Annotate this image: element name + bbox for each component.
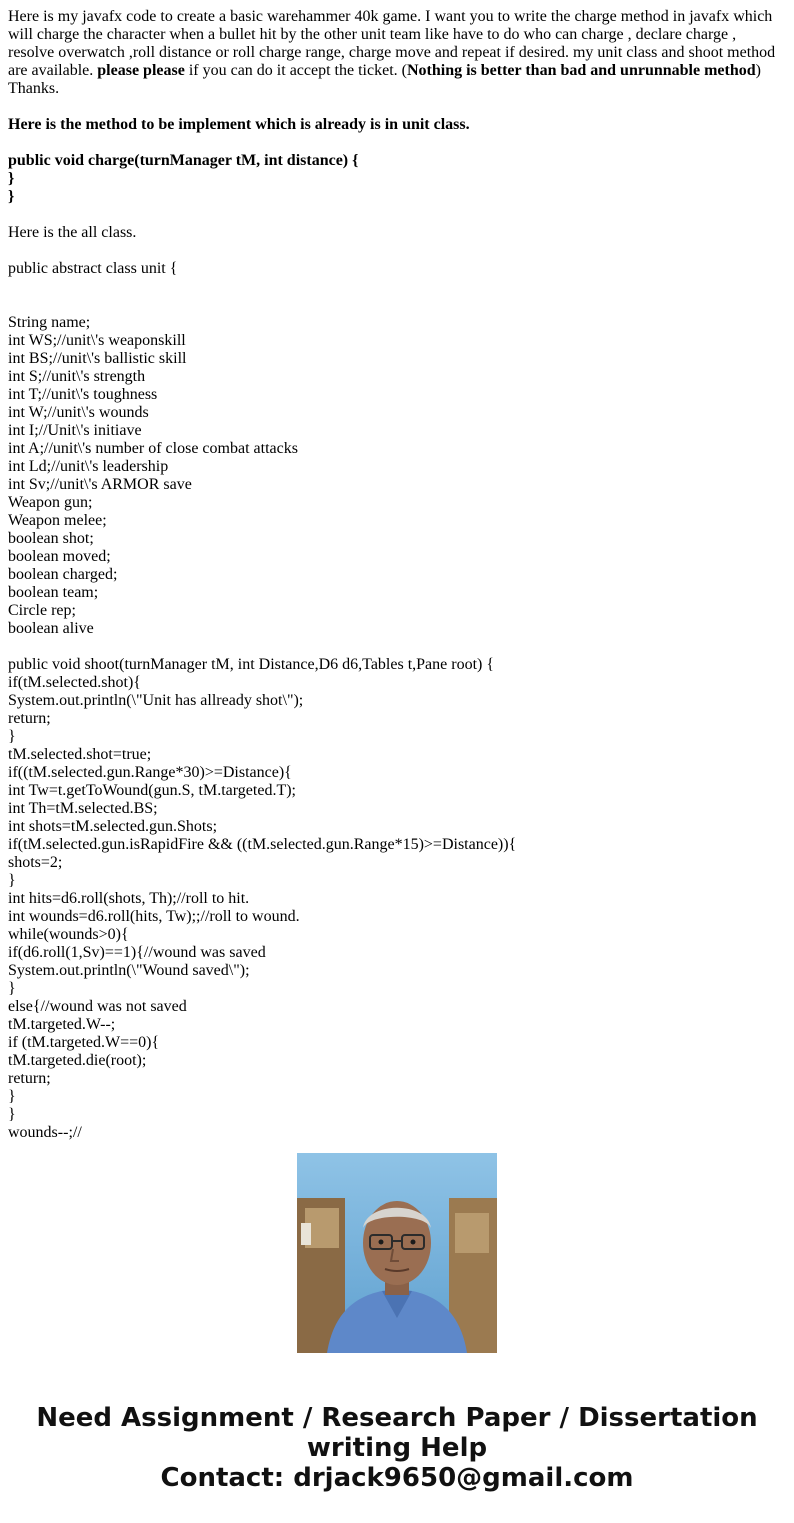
footer-line-1: Need Assignment / Research Paper / Dissertation <box>36 1403 758 1433</box>
code-line: tM.targeted.W--; <box>8 1016 116 1033</box>
intro-emphasis-nothing: Nothing is better than bad and unrunnable method <box>406 62 756 79</box>
code-line: boolean shot; <box>8 530 94 547</box>
code-line: if((tM.selected.gun.Range*30)>=Distance){ <box>8 764 292 781</box>
footer-line-2: writing Help <box>306 1433 488 1463</box>
code-line: } <box>8 188 15 205</box>
code-line: } <box>8 728 16 745</box>
author-avatar <box>297 1153 497 1353</box>
code-line: } <box>8 170 15 187</box>
intro-paragraph <box>8 0 784 98</box>
code-line: Weapon gun; <box>8 494 93 511</box>
code-line: public void shoot(turnManager tM, int Distance,D6 d6,Tables t,Pane root) { <box>8 656 495 673</box>
code-line: int Th=tM.selected.BS; <box>8 800 158 817</box>
code-line: tM.selected.shot=true; <box>8 746 152 763</box>
code-line: return; <box>8 1070 51 1087</box>
code-line: int S;//unit\'s strength <box>8 368 146 385</box>
intro-emphasis-please: please please <box>97 62 185 79</box>
code-line: int I;//Unit\'s initiave <box>8 422 142 439</box>
code-line: shots=2; <box>8 854 63 871</box>
code-line: } <box>8 872 16 889</box>
code-line: public void charge(turnManager tM, int distance) { <box>8 152 359 169</box>
code-line: boolean alive <box>8 620 94 637</box>
code-line: if(tM.selected.shot){ <box>8 674 141 691</box>
code-line: while(wounds>0){ <box>8 926 129 943</box>
code-line: int WS;//unit\'s weaponskill <box>8 332 186 349</box>
code-line: if(d6.roll(1,Sv)==1){//wound was saved <box>8 944 266 961</box>
intro-text-a: Here is my javafx code to create a basic warehammer 40k game. I want you to write the charge method in javafx which will charge the character when a bullet hit by the other unit team like have to do who can charge , declare charge , resolve overwatch ,roll distance or roll charge range, charge move and repeat if desired. my unit class and shoot method are available. <box>8 8 776 79</box>
all-class-label: Here is the all class. <box>8 224 137 241</box>
code-line: if(tM.selected.gun.isRapidFire && ((tM.selected.gun.Range*15)>=Distance)){ <box>8 836 517 853</box>
method-heading: Here is the method to be implement which is already is in unit class. <box>8 116 470 133</box>
code-line: int Tw=t.getToWound(gun.S, tM.targeted.T); <box>8 782 296 799</box>
code-line: int A;//unit\'s number of close combat attacks <box>8 440 298 457</box>
code-line: boolean team; <box>8 584 99 601</box>
code-line: if (tM.targeted.W==0){ <box>8 1034 160 1051</box>
intro-text-c: if you can do it accept the ticket. ( <box>184 62 407 79</box>
question-body <box>8 0 784 1141</box>
code-line: int Sv;//unit\'s ARMOR save <box>8 476 192 493</box>
code-line: System.out.println(\"Unit has allready shot\"); <box>8 692 304 709</box>
code-line: int hits=d6.roll(shots, Th);//roll to hit. <box>8 890 250 907</box>
footer-contact: Contact: drjack9650@gmail.com <box>160 1463 634 1493</box>
shoot-method-code <box>8 656 784 1142</box>
code-line: boolean moved; <box>8 548 111 565</box>
code-line: System.out.println(\"Wound saved\"); <box>8 962 250 979</box>
code-line: int Ld;//unit\'s leadership <box>8 458 169 475</box>
code-line: return; <box>8 710 51 727</box>
code-line: int T;//unit\'s toughness <box>8 386 158 403</box>
code-line: int shots=tM.selected.gun.Shots; <box>8 818 218 835</box>
method-code-block <box>8 152 784 206</box>
class-declaration: public abstract class unit { <box>8 260 178 277</box>
code-line: Circle rep; <box>8 602 76 619</box>
code-line: tM.targeted.die(root); <box>8 1052 147 1069</box>
code-line: Weapon melee; <box>8 512 107 529</box>
code-line: } <box>8 1106 16 1123</box>
intro-text-e: ) Thanks. <box>8 62 761 97</box>
code-line: boolean charged; <box>8 566 118 583</box>
code-line: wounds--;// <box>8 1124 82 1141</box>
code-line: String name; <box>8 314 91 331</box>
field-list <box>8 314 784 638</box>
code-line: int W;//unit\'s wounds <box>8 404 149 421</box>
code-line: int wounds=d6.roll(hits, Tw);;//roll to wound. <box>8 908 300 925</box>
code-line: } <box>8 1088 16 1105</box>
code-line: int BS;//unit\'s ballistic skill <box>8 350 187 367</box>
code-line: } <box>8 980 16 997</box>
footer-banner <box>0 1403 794 1493</box>
person-portrait-icon <box>297 1153 497 1353</box>
code-line: else{//wound was not saved <box>8 998 187 1015</box>
